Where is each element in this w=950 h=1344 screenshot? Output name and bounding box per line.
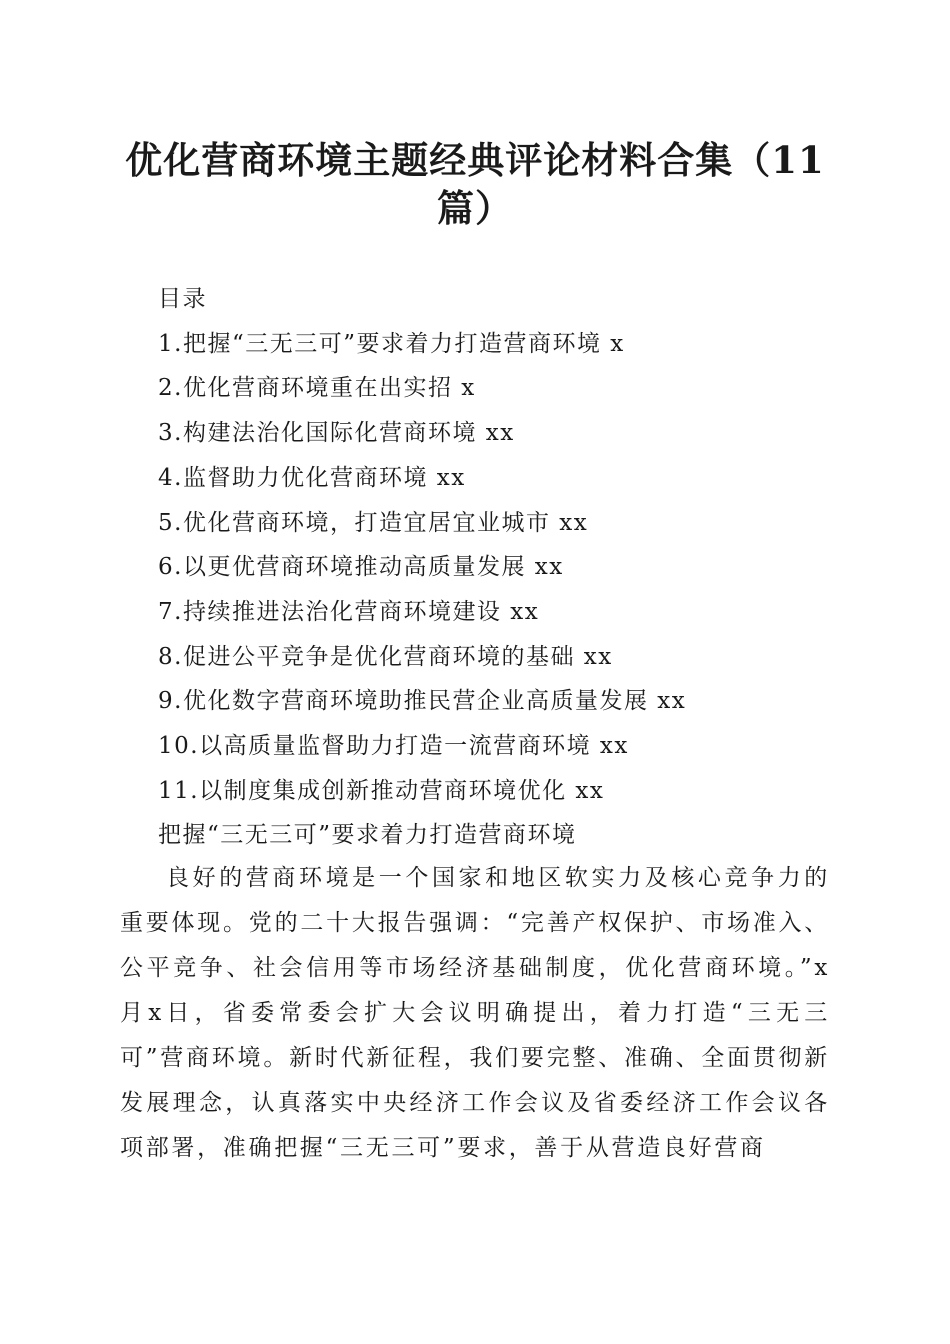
toc-item: 2.优化营商环境重在出实招 x (158, 375, 476, 402)
toc-item: 4.监督助力优化营商环境 xx (158, 464, 466, 491)
toc-item: 6.以更优营商环境推动高质量发展 xx (158, 554, 564, 581)
toc-heading: 目录 (158, 286, 207, 312)
toc-item: 11.以制度集成创新推动营商环境优化 xx (158, 777, 605, 804)
toc-item: 7.持续推进法治化营商环境建设 xx (158, 598, 540, 625)
toc-item: 8.促进公平竞争是优化营商环境的基础 xx (158, 643, 613, 670)
document-title: 优化营商环境主题经典评论材料合集（11篇） (125, 138, 825, 230)
section-heading: 把握“三无三可”要求着力打造营商环境 (158, 822, 577, 848)
toc-item: 3.构建法治化国际化营商环境 xx (158, 420, 515, 447)
toc-item: 10.以高质量监督助力打造一流营商环境 xx (158, 733, 629, 760)
toc-item: 1.把握“三无三可”要求着力打造营商环境 x (158, 330, 625, 357)
toc-item: 5.优化营商环境，打造宜居宜业城市 xx (158, 509, 589, 536)
body-paragraph: 良好的营商环境是一个国家和地区软实力及核心竞争力的重要体现。党的二十大报告强调：“完善产权保护、市场准入、公平竞争、社会信用等市场经济基础制度，优化营商环境。”x月x日，省委常委会扩大会议明确提出，着力打造“三无三可”营商环境。新时代新征程，我们要完整、准确、全面贯彻新发展理念，认真落实中央经济工作会议及省委经济工作会议各项部署，准确把握“三无三可”要求，善于从营造良好营商 (120, 865, 830, 1161)
toc-item: 9.优化数字营商环境助推民营企业高质量发展 xx (158, 688, 687, 715)
table-of-contents (158, 277, 838, 813)
